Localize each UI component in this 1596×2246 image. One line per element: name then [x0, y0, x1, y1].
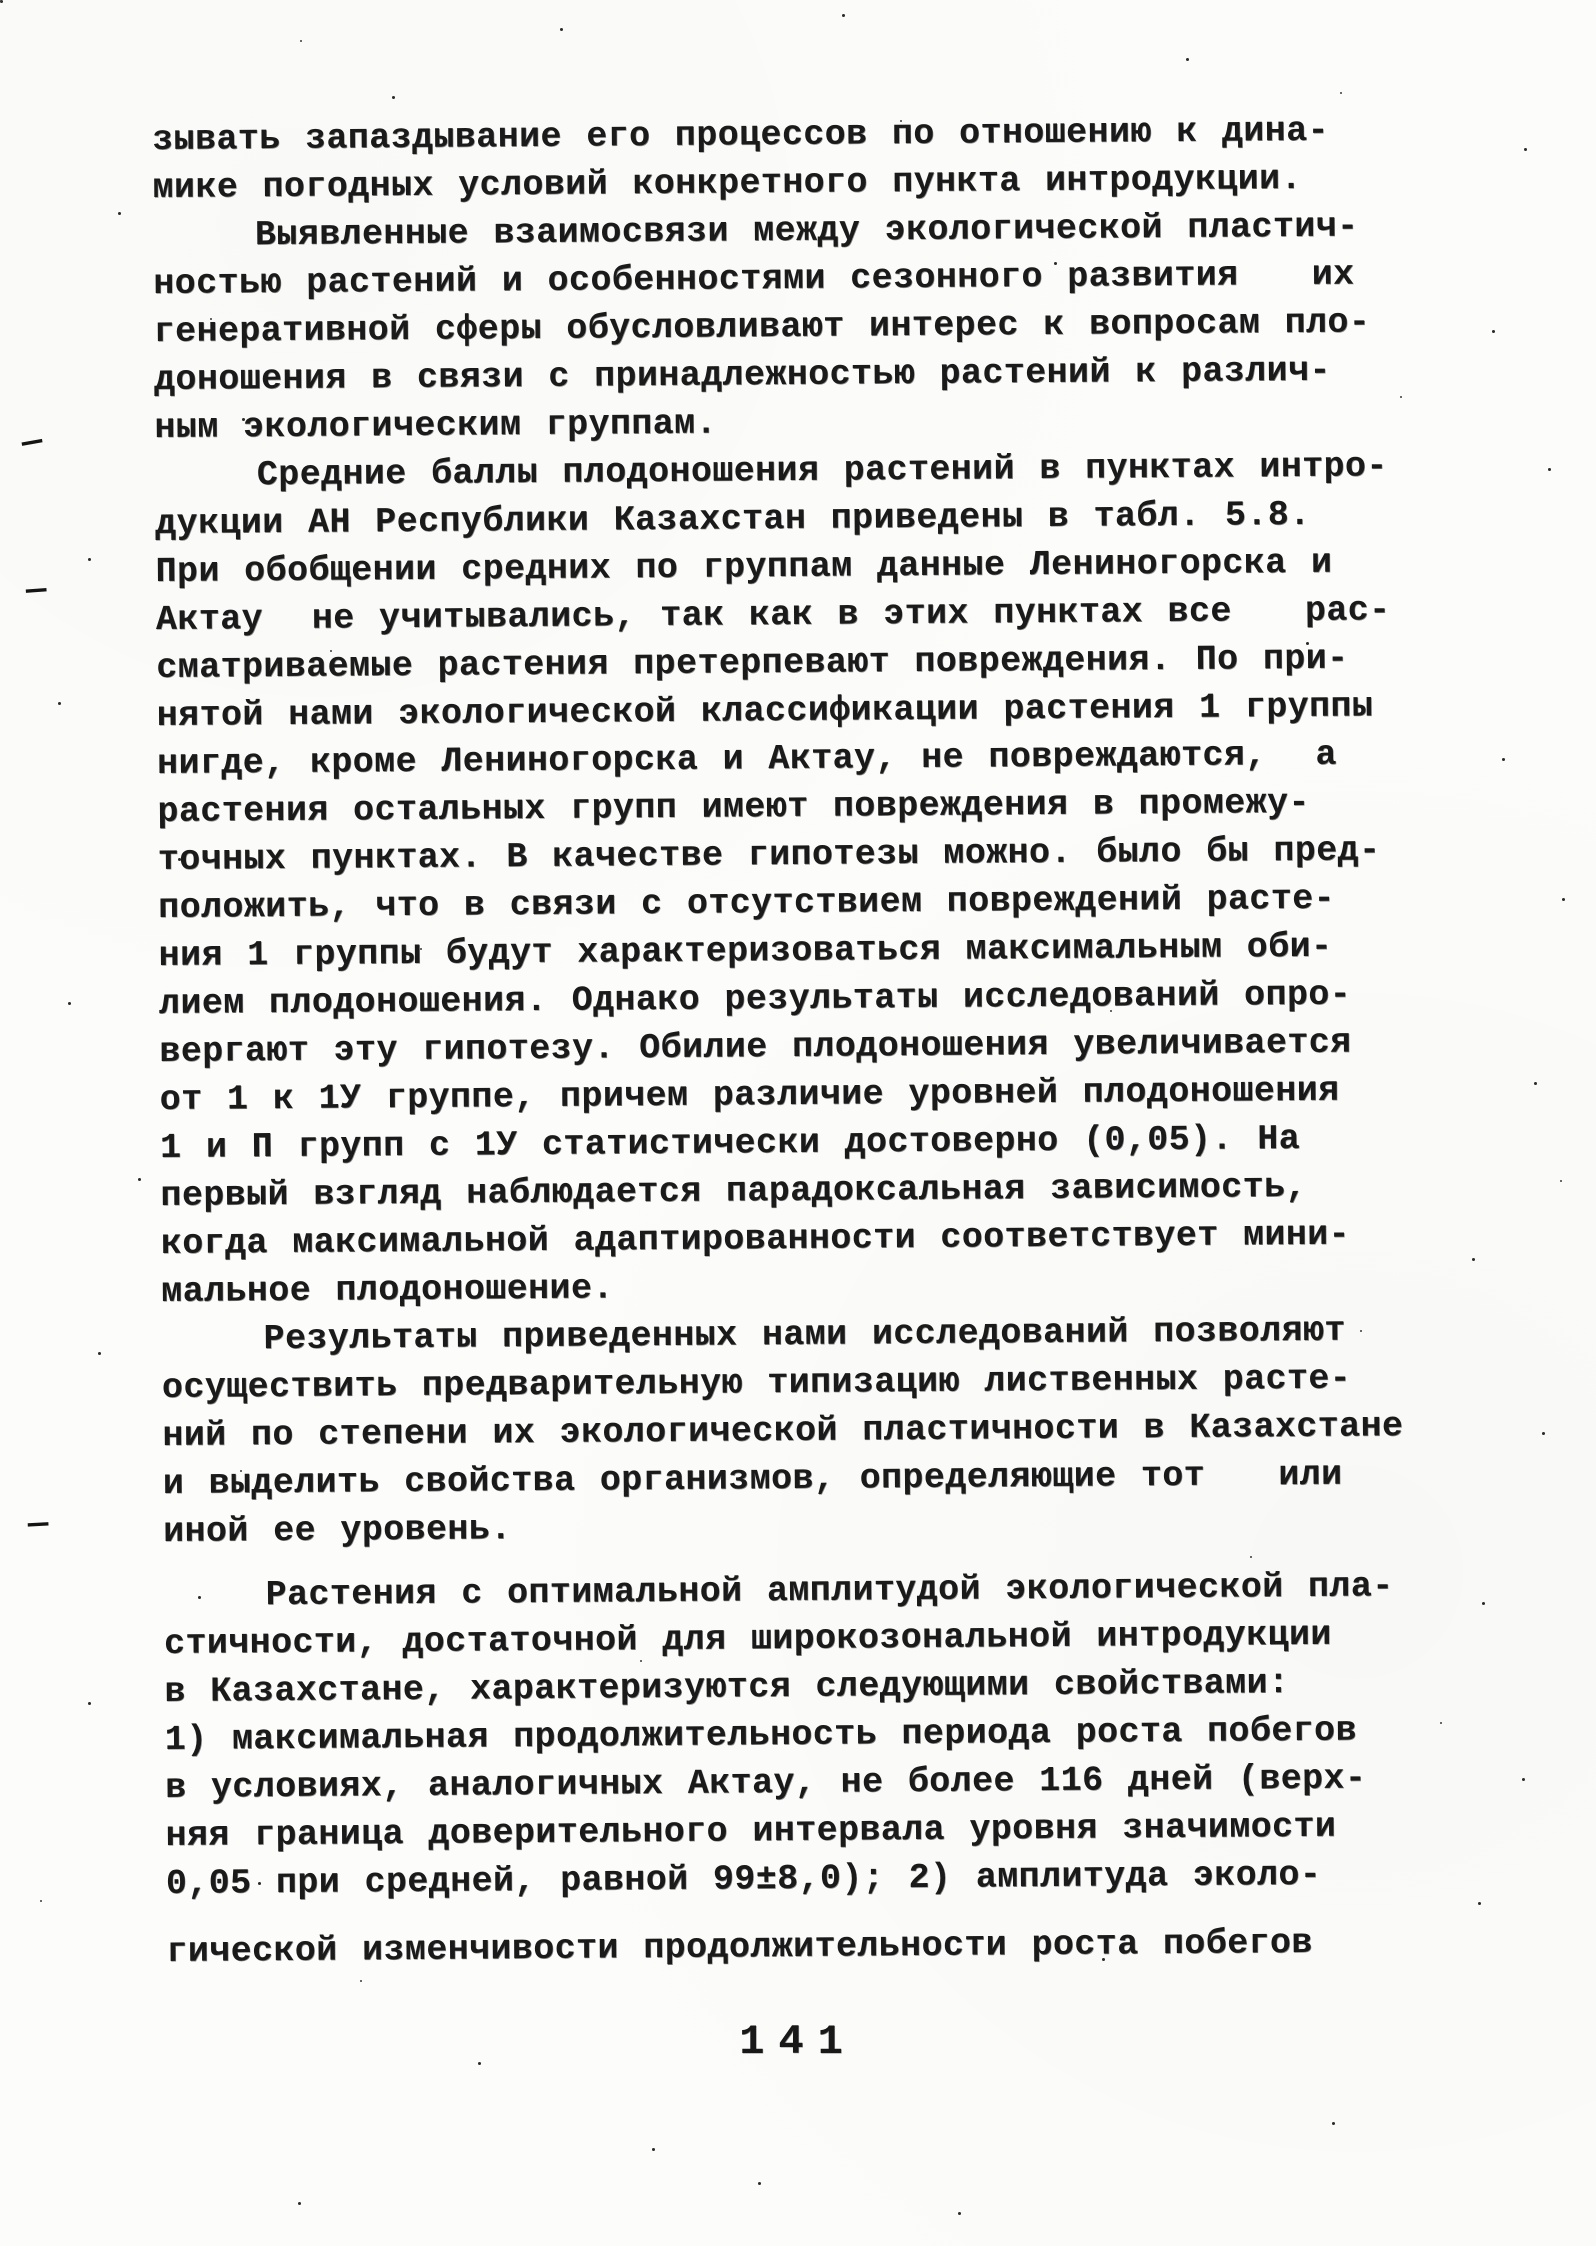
margin-mark: —	[18, 422, 46, 464]
text-line: ностью растений и особенностями сезонного развития их	[153, 254, 1355, 304]
text-line: ным экологическим группам.	[154, 403, 718, 448]
text-line: иной ее уровень.	[162, 1509, 512, 1552]
margin-mark: —	[24, 571, 48, 611]
text-line: стичности, достаточной для широкозональной интродукции	[163, 1614, 1332, 1664]
text-line: Растения с оптимальной амплитудой экологической пла-	[265, 1566, 1394, 1616]
text-line: 0,05 при средней, равной 99±8,0); 2) амплитуда эколо-	[165, 1854, 1322, 1904]
text-line: лием плодоношения. Однако результаты исследований опро-	[158, 974, 1352, 1024]
text-line: вергают эту гипотезу. Обилие плодоношения увеличивается	[159, 1022, 1352, 1072]
text-block	[152, 105, 1539, 1976]
text-line: гической изменчивости продолжительности роста побегов	[166, 1922, 1313, 1972]
text-line: в Казахстане, характеризуются следующими свойствами:	[164, 1663, 1290, 1712]
text-line: няя граница доверительного интервала уровня значимости	[165, 1806, 1337, 1856]
text-line: точных пунктах. В качестве гипотезы можно. было бы пред-	[157, 830, 1381, 880]
text-line: когда максимальной адаптированности соответствует мини-	[160, 1214, 1351, 1264]
text-line: Средние баллы плодоношения растений в пунктах интро-	[256, 446, 1388, 496]
text-line: 1) максимальная продолжительность периода роста побегов	[164, 1710, 1358, 1760]
text-line: ния 1 группы будут характеризоваться максимальным оби-	[158, 926, 1333, 976]
text-line: сматриваемые растения претерпевают повреждения. По при-	[156, 638, 1349, 688]
scan-noise	[0, 0, 2, 2]
margin-mark: —	[27, 1505, 50, 1545]
text-line: При обобщении средних по группам данные Лениногорска и	[155, 542, 1333, 592]
text-line: Выявленные взаимосвязи между экологической пластич-	[254, 206, 1359, 256]
text-line: от 1 к 1У группе, причем различие уровней плодоношения	[159, 1070, 1340, 1120]
text-line: Актау не учитывались, так как в этих пунктах все рас-	[155, 590, 1391, 640]
text-line: в условиях, аналогичных Актау, не более 116 дней (верх-	[164, 1758, 1367, 1808]
text-line: нятой нами экологической классификации растения 1 группы	[156, 686, 1374, 736]
text-line: 1 и П групп с 1У статистически достоверно (0,05). На	[159, 1119, 1301, 1168]
page-number: 141	[739, 2018, 857, 2066]
text-line: и выделить свойства организмов, определяющие тот или	[162, 1454, 1343, 1504]
text-line: ний по степени их экологической пластичности в Казахстане	[162, 1406, 1404, 1456]
text-line: мике погодных условий конкретного пункта интродукции.	[152, 158, 1303, 208]
text-line: дукции АН Республики Казахстан приведены в табл. 5.8.	[155, 494, 1311, 544]
text-line: растения остальных групп имеют повреждения в промежу-	[157, 782, 1310, 832]
text-line: мальное плодоношение.	[161, 1268, 614, 1312]
text-line: доношения в связи с принадлежностью растений к различ-	[153, 350, 1331, 400]
text-line: нигде, кроме Лениногорска и Актау, не повреждаются, а	[156, 734, 1338, 784]
text-line: Результаты приведенных нами исследований позволяют	[263, 1310, 1346, 1360]
text-line: первый взгляд наблюдается парадоксальная зависимость,	[160, 1166, 1307, 1216]
text-line: зывать запаздывание его процессов по отношению к дина-	[152, 110, 1330, 160]
text-line: генеративной сферы обусловливают интерес к вопросам пло-	[153, 302, 1371, 352]
text-line: осуществить предварительную типизацию лиственных расте-	[161, 1358, 1352, 1408]
text-line: положить, что в связи с отсутствием повреждений расте-	[158, 878, 1336, 928]
